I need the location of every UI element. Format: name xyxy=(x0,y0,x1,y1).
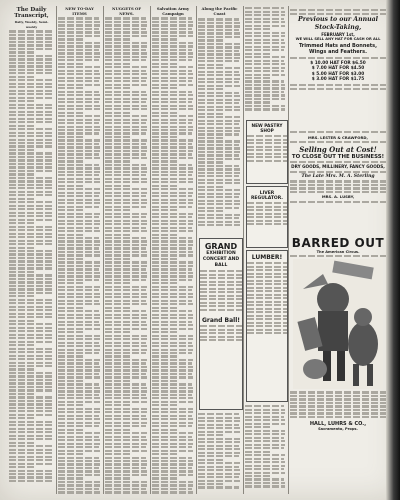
stock-taking-line: WE WILL SELL ANY HAT FOR CASH OR ALL xyxy=(295,37,381,42)
barred-out-ad xyxy=(290,236,386,484)
column-4-text xyxy=(152,17,194,494)
masthead-title: The Daily Transcript, xyxy=(14,7,49,19)
price-line: $ 5.00 HAT FOR $3.00 xyxy=(311,71,365,77)
price-line: $ 7.00 HAT FOR $4.50 xyxy=(311,66,365,72)
barred-out-title: BARRED OUT xyxy=(291,236,385,250)
column-1-text xyxy=(9,30,54,482)
column-1 xyxy=(9,6,54,494)
exhibition-heading: EXHIBITION CONCERT AND BALL xyxy=(202,251,240,268)
column-3-text xyxy=(105,17,148,494)
liver-regulator-ad xyxy=(246,186,288,248)
column-4-head: Salvation Army Campaign xyxy=(156,6,190,16)
column-3-head: NUGGETS OF NEWS. xyxy=(111,6,142,16)
stock-taking-title: Previous to our Annual Stock-Taking, xyxy=(298,16,378,32)
column-2-text xyxy=(58,17,101,494)
circus-cartoon-illustration xyxy=(293,259,383,389)
concert-ball-ad xyxy=(199,238,243,410)
column-2-head: NEW TO-DAY ITEMS xyxy=(65,6,94,16)
masthead-subtitle: Daily, Weekly, Semi-weekly xyxy=(14,20,49,29)
stock-taking-ad xyxy=(290,8,386,128)
dry-goods: DRY GOODS, MILLINERY, FANCY GOODS, xyxy=(291,164,385,170)
scan-edge-shadow xyxy=(386,0,400,500)
late-mrs: The Late Mrs. M. A. Sterling xyxy=(301,174,375,180)
frank-ashby: MRS. LESTER & CRAWFORD, xyxy=(307,134,369,140)
new-pastry-shop-ad xyxy=(246,120,288,184)
column-5-text xyxy=(198,17,241,242)
price-line: $ 3.00 HAT FOR $1.75 xyxy=(311,77,365,83)
lumber-heading: LUMBER! xyxy=(251,254,283,261)
selling-out-sub: TO CLOSE OUT THE BUSINESS! xyxy=(291,153,385,160)
column-3 xyxy=(105,6,148,494)
price-line: $ 10.00 HAT FOR $6.50 xyxy=(310,60,366,66)
pastry-heading: NEW PASTRY SHOP xyxy=(251,124,283,134)
column-5-lower-text xyxy=(198,413,241,488)
selling-out-ad xyxy=(290,130,386,230)
hall-luhrs: HALL, LUHRS & CO., xyxy=(309,421,367,428)
mrs-lusby: MRS. A. LUSBY, xyxy=(321,194,355,200)
column-5-head: Along the Pacific Coast xyxy=(201,6,238,16)
hall-city: Sacramento, Props. xyxy=(318,427,358,432)
column-6-text xyxy=(245,6,286,116)
column-4 xyxy=(152,6,194,494)
lumber-ad xyxy=(246,250,288,402)
column-6-lower-text xyxy=(245,405,286,487)
stock-taking-date: FEBRUARY 1st, xyxy=(321,32,355,38)
grand-ball-heading: Grand Ball! xyxy=(201,316,241,324)
selling-out-title: Selling Out at Cost! xyxy=(299,144,377,154)
trimmed-hats: Trimmed Hats and Bonnets, Wings and Feathers. xyxy=(298,43,378,56)
column-2 xyxy=(58,6,101,494)
grand-heading: GRAND xyxy=(204,242,238,251)
barred-out-sub: The American Circus. xyxy=(316,250,360,254)
price-list xyxy=(290,61,386,83)
liver-heading: LIVER REGULATOR. xyxy=(250,191,284,201)
